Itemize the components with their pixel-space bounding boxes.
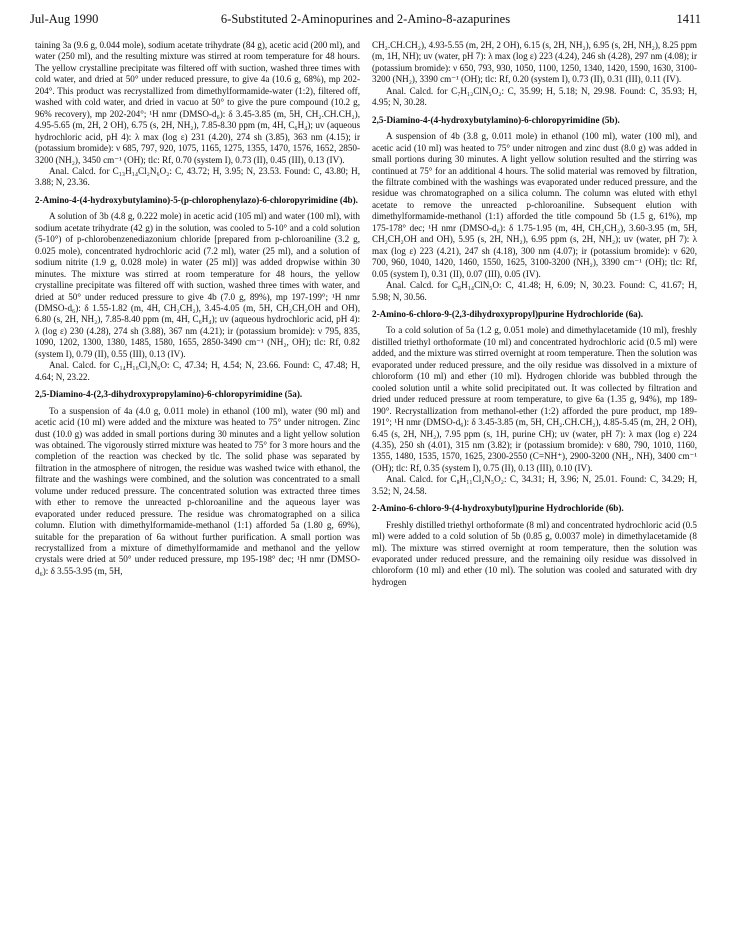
issue-date: Jul-Aug 1990 bbox=[30, 12, 99, 26]
page-number: 1411 bbox=[676, 12, 701, 26]
section-heading: 2-Amino-6-chloro-9-(2,3-dihydroxypropyl)purine Hydrochloride (6a). bbox=[372, 308, 644, 319]
paragraph: To a cold solution of 5a (1.2 g, 0.051 mole) and dimethylacetamide (10 ml), freshly distilled triethyl orthoformate (10 ml) and concentrated hydrochloric acid (0.5 ml) were added, and the mixture was stirred overnight at room temperature. Then the solution was evaporated under reduced pressure, and the oily residue was dissolved in a mixture of chloroform (10 ml) and ether (10 ml). Hydrogen chloride was bubbled through the cooled solution until a white solid precipitated out. It was collected by filtration and dried under reduced pressure at room temperature, to give 6a (1.35 g, 94%), mp 189-190°. Recrystallization from methanol-ether (1:2) afforded the pure product, mp 189-191°; ¹H nmr (DMSO-d₆): δ 3.45-3.85 (m, 5H, CH₂.CH.CH₂), 4.85-5.45 (m, 2H, 2 OH), 6.45 (s, 2H, NH₂), 7.95 ppm (s, 1H, purine CH); uv (water, pH 7): λ max (log ε) 224 (4.35), 250 sh (4.01), 315 nm (3.82); ir (potassium bromide): ν 680, 790, 1010, 1160, 1355, 1480, 1535, 1570, 1625, 2300-2550 (C=NH⁺), 2900-3200 (NH₂, NH), 3400 cm⁻¹ (OH); tlc: Rf, 0.35 (system I), 0.75 (II), 0.13 (III), 0.10 (IV). bbox=[372, 325, 697, 473]
paragraph: taining 3a (9.6 g, 0.044 mole), sodium acetate trihydrate (84 g), acetic acid (200 ml), and water (250 ml), and the resulting mixture was stirred at room temperature for 48 hours. The yellow crystalline precipitate was filtered off with suction, washed three times with cold water, and dried at 50° under reduced pressure, to give 4a (10.6 g, 68%), mp 202-204°. This product was recrystallized from dimethylformamide-water (1:2), filtered off, washed with cold water, and dried in vacuo at 50° to give the pure compound (10.2 g, 96% recovery), mp 202-204°; ¹H nmr (DMSO-d₆): δ 3.45-3.85 (m, 5H, CH₂.CH.CH₂), 4.95-5.65 (m, 2H, 2 OH), 6.75 (s, 2H, NH₂), 7.85-8.30 ppm (m, 4H, C₆H₄); uv (aqueous hydrochloric acid, pH 4): λ max (log ε) 231 (4.20), 274 sh (3.85), 363 nm (4.15); ir (potassium bromide): ν 685, 797, 920, 1075, 1165, 1275, 1355, 1470, 1576, 1652, 2850-3200 (NH₂), 3450 cm⁻¹ (OH); tlc: Rf, 0.70 (system I), 0.73 (II), 0.45 (III), 0.13 (IV). bbox=[35, 40, 360, 165]
paragraph: Anal. Calcd. for C₈H₁₁Cl₂N₅O₂: C, 34.31; H, 3.96; N, 25.01. Found: C, 34.29; H, 3.52; N, 24.58. bbox=[372, 474, 697, 496]
running-header bbox=[30, 4, 701, 30]
section-heading: 2-Amino-4-(4-hydroxybutylamino)-5-(p-chlorophenylazo)-6-chloropyrimidine (4b). bbox=[35, 194, 358, 205]
running-title: 6-Substituted 2-Aminopurines and 2-Amino-8-azapurines bbox=[220, 12, 511, 26]
section-heading: 2,5-Diamino-4-(4-hydroxybutylamino)-6-chloropyrimidine (5b). bbox=[372, 114, 620, 125]
paragraph: A suspension of 4b (3.8 g, 0.011 mole) in ethanol (100 ml), water (100 ml), and acetic acid (10 ml) was heated to 75° under nitrogen and zinc dust (8.0 g) was added in small portions during 30 minutes. A light yellow solution resulted and the stirring was continued at 75° for an additional 4 hours. The solid material was removed by filtration, the filtrate combined with the washings was evaporated under reduced pressure, and the residue was chromatographed on a silica column. The column was eluted with ethyl acetate to remove the unreacted p-chloroaniline. Subsequent elution with dimethylformamide-methanol (1:1) afforded the title compound 5b (1.5 g, 61%), mp 175-178° dec; ¹H nmr (DMSO-d₆): δ 1.75-1.95 (m, 4H, CH₂CH₂), 3.60-3.95 (m, 5H, CH₂CH₂OH and OH), 5.95 (s, 2H, NH₂), 6.95 ppm (s, 2H, NH₂); uv (water, pH 7): λ max (log ε) 223 (4.21), 247 sh (4.18), 300 nm (4.07); ir (potassium bromide): ν 620, 700, 960, 1040, 1420, 1460, 1550, 1625, 3100-3200 (NH₂), 3390 cm⁻¹ (OH); tlc: Rf, 0.05 (system I), 0.31 (II), 0.07 (III), 0.05 (IV). bbox=[372, 131, 697, 279]
paragraph: Anal. Calcd. for C₁₃H₁₄Cl₂N₆O₂: C, 43.72; H, 3.95; N, 23.53. Found: C, 43.80; H, 3.88; N, 23.36. bbox=[35, 165, 360, 188]
paragraph: To a suspension of 4a (4.0 g, 0.011 mole) in ethanol (100 ml), water (90 ml) and acetic acid (10 ml) were added and the mixture was heated to 75° under nitrogen. Zinc dust (10.0 g) was added in small portions during 30 minutes and a light yellow solution was obtained. The vigorously stirred mixture was heated to 75° for 3 more hours and the completion of the reaction was checked by tlc. The solid phase was separated by filtration in the atmosphere of nitrogen, the residue was washed twice with ethanol, the filtrate and the washings were combined, and the solution was concentrated to a small volume under reduced pressure. The concentrated solution was extracted three times with ether to remove the unreacted p-chloroaniline and the aqueous layer was evaporated under reduced pressure. The residue was chromatographed on a silica column. Elution with dimethylformamide-methanol (1:1) afforded 5a (1.80 g, 69%), suitable for the preparation of 6a without further purification. A small portion was recrystallized from a mixture of dimethylformamide and methanol and the yellow crystals were dried at 50° under reduced pressure, mp 195-198° dec; ¹H nmr (DMSO-d₆): δ 3.55-3.95 (m, 5H, bbox=[35, 405, 360, 576]
section-heading: 2,5-Diamino-4-(2,3-dihydroxypropylamino)-6-chloropyrimidine (5a). bbox=[35, 389, 303, 400]
paragraph: Freshly distilled triethyl orthoformate (8 ml) and concentrated hydrochloric acid (0.5 ml) were added to a cold solution of 5b (0.85 g, 0.0037 mole) in dimethylacetamide (8 ml). The mixture was stirred overnight at room temperature, then the solution was evaporated under reduced pressure, and the remaining oily residue was dissolved in chloroform (10 ml) and ether (10 ml). The solution was cooled and saturated with dry hydrogen bbox=[372, 519, 697, 587]
paragraph: Anal. Calcd. for C₁₄H₁₆Cl₂N₆O: C, 47.34; H, 4.54; N, 23.66. Found: C, 47.48; H, 4.64; N, 23.22. bbox=[35, 360, 360, 382]
paragraph: Anal. Calcd. for C₈H₁₄ClN₅O: C, 41.48; H, 6.09; N, 30.23. Found: C, 41.67; H, 5.98; N, 30.56. bbox=[372, 280, 697, 302]
paragraph: CH₂.CH.CH₂), 4.93-5.55 (m, 2H, 2 OH), 6.15 (s, 2H, NH₂), 6.95 (s, 2H, NH₂), 8.25 ppm (m, 1H, NH); uv (water, pH 7): λ max (log ε) 223 (4.24), 246 sh (4.28), 297 nm (4.08); ir (potassium bromide): ν 650, 793, 930, 1050, 1100, 1250, 1340, 1420, 1590, 1630, 3100-3200 (NH₂), 3390 cm⁻¹ (OH); tlc: Rf, 0.20 (system I), 0.73 (II), 0.31 (III), 0.11 (IV). bbox=[372, 40, 697, 85]
left-column bbox=[35, 40, 360, 577]
paragraph: A solution of 3b (4.8 g, 0.222 mole) in acetic acid (105 ml) and water (100 ml), with sodium acetate trihydrate (42 g) in the solution, was cooled to 5-10° and a cold solution (5-10°) of p-chlorobenzenediazonium chloride [prepared from p-chloroaniline (3.2 g, 0.025 mole), concentrated hydrochloric acid (7.2 ml), water (25 ml), and a solution of sodium nitrite (1.9 g, 0.028 mole) in water (25 ml)] was added dropwise within 30 minutes. The mixture was stirred at room temperature for 48 hours, the yellow crystalline precipitate was filtered off with suction, washed three times with water, and dried at 50° under reduced pressure to give 4b (7.0 g, 89%), mp 197-199°; ¹H nmr (DMSO-d₆): δ 1.55-1.82 (m, 4H, CH₂CH₂), 3.45-4.05 (m, 5H, CH₂CH₂OH and OH), 6.80 (s, 2H, NH₂), 7.85-8.40 ppm (m, 4H, C₆H₄); uv (aqueous hydrochloric acid, pH 4): λ (log ε) 230 (4.28), 274 sh (3.88), 367 nm (4.21); ir (potassium bromide): ν 795, 835, 1090, 1202, 1300, 1380, 1485, 1580, 1655, 2850-3490 cm⁻¹ (NH₂, OH); tlc: Rf, 0.82 (system I), 0.79 (II), 0.55 (III), 0.13 (IV). bbox=[35, 211, 360, 359]
section-heading: 2-Amino-6-chloro-9-(4-hydroxybutyl)purine Hydrochloride (6b). bbox=[372, 503, 624, 514]
right-column bbox=[372, 40, 697, 588]
paragraph: Anal. Calcd. for C₇H₁₂ClN₅O₂: C, 35.99; H, 5.18; N, 29.98. Found: C, 35.93; H, 4.95; N, 30.28. bbox=[372, 85, 697, 108]
